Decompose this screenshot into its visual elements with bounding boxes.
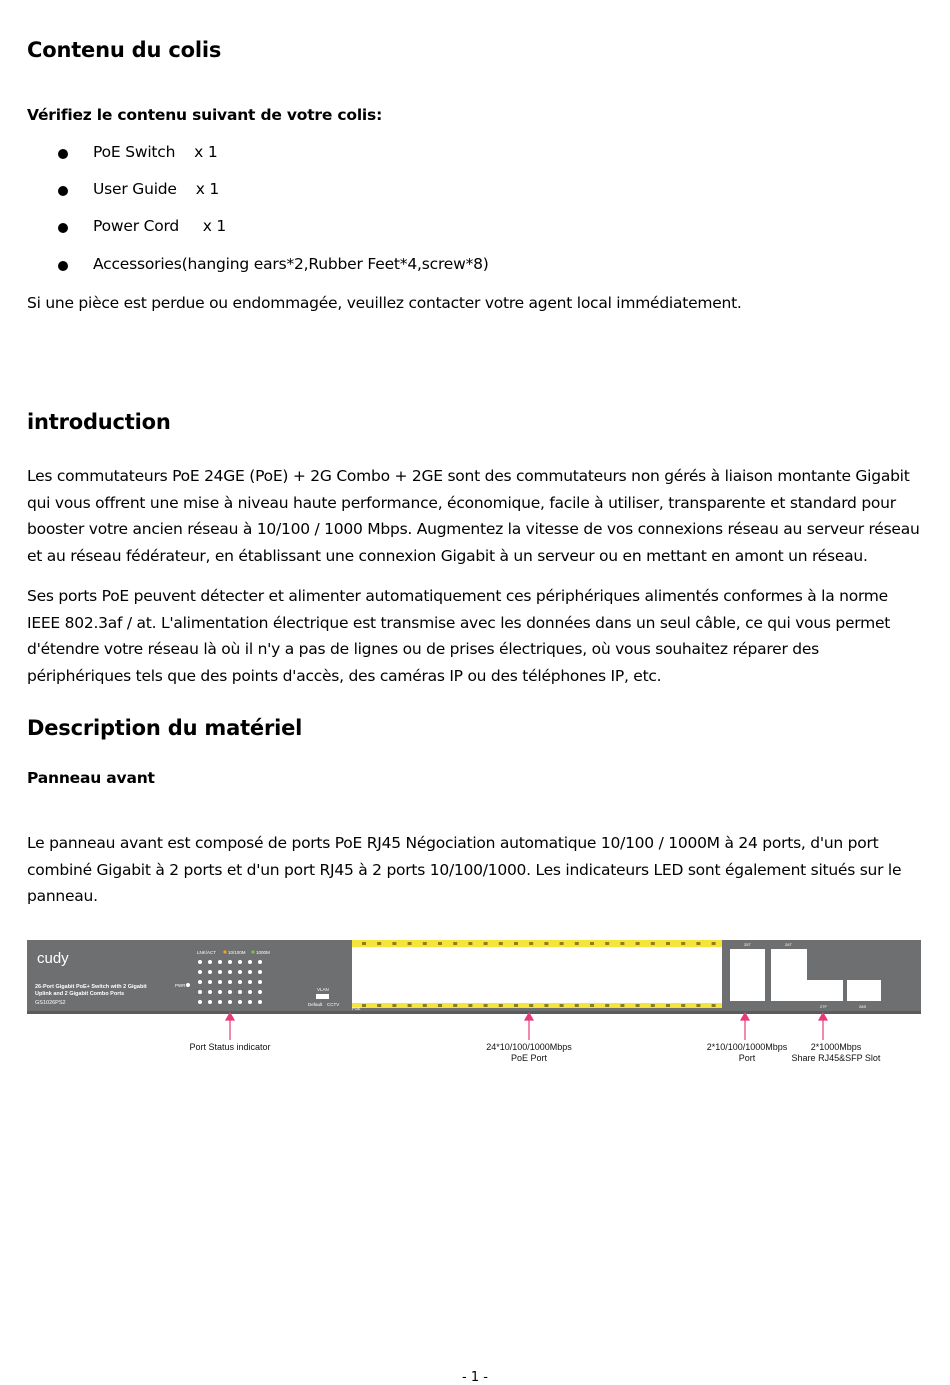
list-item: Power Cord x 1 (93, 217, 227, 235)
poe-port-marker (438, 1004, 442, 1007)
callout-combo-slot: 2*1000Mbps Share RJ45&SFP Slot (791, 1042, 881, 1063)
poe-port-marker (392, 942, 396, 945)
svg-text:Default: Default (308, 1002, 323, 1007)
poe-port-marker (468, 1004, 472, 1007)
poe-port-marker (712, 942, 716, 945)
svg-text:26-Port Gigabit PoE+ Switch wi: 26-Port Gigabit PoE+ Switch with 2 Gigabit (35, 984, 147, 990)
led-indicator (258, 1000, 262, 1004)
section-title-contents: Contenu du colis (27, 38, 222, 62)
poe-port-marker (392, 1004, 396, 1007)
poe-port-marker (484, 942, 488, 945)
poe-port-marker (544, 942, 548, 945)
led-indicator (258, 980, 262, 984)
rj45-port-25 (730, 949, 765, 1001)
poe-port-marker (696, 942, 700, 945)
led-indicator (208, 970, 212, 974)
svg-text:25T: 25T (744, 942, 751, 947)
poe-port-marker (514, 1004, 518, 1007)
led-indicator (218, 1000, 222, 1004)
poe-port-marker (575, 1004, 579, 1007)
led-indicator (198, 990, 202, 994)
poe-port-marker (438, 942, 442, 945)
poe-port-marker (423, 942, 427, 945)
bullet-dot (58, 261, 68, 271)
led-indicator (238, 960, 242, 964)
led-indicator (228, 990, 232, 994)
led-indicator (218, 980, 222, 984)
poe-port-marker (666, 1004, 670, 1007)
svg-text:LNK/ACT: LNK/ACT (197, 950, 217, 955)
poe-port-marker (377, 1004, 381, 1007)
led-indicator (228, 960, 232, 964)
svg-text:PWR: PWR (175, 983, 186, 988)
led-indicator (248, 960, 252, 964)
led-indicator (218, 970, 222, 974)
svg-text:Uplink and 2 Gigabit Combo Por: Uplink and 2 Gigabit Combo Ports (35, 991, 125, 997)
poe-port-marker (620, 942, 624, 945)
svg-text:PoE: PoE (352, 1006, 361, 1011)
led-indicator (228, 980, 232, 984)
poe-port-marker (651, 1004, 655, 1007)
poe-port-marker (499, 1004, 503, 1007)
callout-gigabit-port: 2*10/100/1000Mbps Port (706, 1042, 788, 1063)
poe-port-marker (423, 1004, 427, 1007)
list-item: PoE Switch x 1 (93, 143, 218, 161)
led-indicator (238, 1000, 242, 1004)
callout-poe-port: 24*10/100/1000Mbps PoE Port (486, 1042, 572, 1063)
svg-text:GS1026PS2: GS1026PS2 (35, 1000, 66, 1006)
svg-text:1000M: 1000M (256, 950, 270, 955)
led-indicator (248, 990, 252, 994)
poe-port-marker (605, 942, 609, 945)
led-indicator (198, 1000, 202, 1004)
poe-port-marker (666, 942, 670, 945)
poe-port-marker (453, 1004, 457, 1007)
led-indicator (198, 970, 202, 974)
poe-port-marker (377, 942, 381, 945)
poe-port-marker (529, 1004, 533, 1007)
poe-port-marker (408, 942, 412, 945)
bullet-dot (58, 149, 68, 159)
poe-port-marker (605, 1004, 609, 1007)
section-title-introduction: introduction (27, 410, 171, 434)
poe-port-marker (362, 942, 366, 945)
poe-port-marker (468, 942, 472, 945)
poe-port-marker (560, 942, 564, 945)
svg-text:26T: 26T (785, 942, 792, 947)
bullet-dot (58, 223, 68, 233)
poe-port-marker (681, 1004, 685, 1007)
callout-port-status: Port Status indicator (189, 1042, 271, 1052)
front-panel-paragraph: Le panneau avant est composé de ports PoE RJ45 Négociation automatique 10/100 / 1000M à 24 ports, d'un port combiné Gigabit à 2 ports et d'un port RJ45 à 2 ports 10/100/1000. Les indicateurs LED sont également situés sur le panneau. (27, 834, 902, 905)
poe-port-marker (590, 942, 594, 945)
led-indicator (228, 1000, 232, 1004)
poe-port-marker (712, 1004, 716, 1007)
contents-note: Si une pièce est perdue ou endommagée, veuillez contacter votre agent local immédiatement. (27, 294, 742, 312)
switch-front-panel (27, 940, 921, 1014)
led-indicator (238, 970, 242, 974)
led-indicator (258, 970, 262, 974)
svg-text:10/100M: 10/100M (228, 950, 246, 955)
page-number: - 1 - (462, 1370, 488, 1385)
poe-port-marker (544, 1004, 548, 1007)
poe-port-marker (696, 1004, 700, 1007)
poe-port-marker (681, 942, 685, 945)
combo-port-27 (807, 980, 843, 1001)
poe-port-marker (636, 1004, 640, 1007)
intro-paragraph-2: Ses ports PoE peuvent détecter et alimenter automatiquement ces périphériques alimentés conformes à la norme IEEE 802.3af / at. L'alimentation électrique est transmise avec les données dans un seul câble, ce qui vous permet d'étendre votre réseau là où il n'y a pas de lignes ou de prises électriques, où vous souhaitez réparer des périphériques tels que des points d'accès, des caméras IP ou des téléphones IP, etc. (27, 587, 891, 685)
contents-intro: Vérifiez le contenu suivant de votre colis: (27, 106, 383, 124)
led-indicator (218, 990, 222, 994)
poe-port-marker (636, 942, 640, 945)
led-indicator (248, 970, 252, 974)
led-indicator (228, 970, 232, 974)
led-indicator (208, 980, 212, 984)
brand-logo: cudy (37, 950, 69, 967)
led-indicator (258, 990, 262, 994)
poe-port-marker (620, 1004, 624, 1007)
bullet-dot (58, 186, 68, 196)
led-indicator (198, 960, 202, 964)
led-indicator (208, 960, 212, 964)
sfp-slot-28 (847, 980, 881, 1001)
svg-text:CCTV: CCTV (327, 1002, 340, 1007)
poe-port-marker (651, 942, 655, 945)
led-indicator (248, 980, 252, 984)
section-title-hardware: Description du matériel (27, 716, 303, 740)
poe-port-marker (514, 942, 518, 945)
poe-port-marker (362, 1004, 366, 1007)
list-item: Accessories(hanging ears*2,Rubber Feet*4,screw*8) (93, 255, 489, 273)
led-indicator (198, 980, 202, 984)
poe-port-marker (499, 942, 503, 945)
led-indicator (248, 1000, 252, 1004)
led-indicator (218, 960, 222, 964)
poe-port-marker (453, 942, 457, 945)
intro-paragraph-1: Les commutateurs PoE 24GE (PoE) + 2G Combo + 2GE sont des commutateurs non gérés à liaison montante Gigabit qui vous offrent une mise à niveau haute performance, économique, facile à utiliser, transparente et standard pour booster votre ancien réseau à 10/100 / 1000 Mbps. Augmentez la vitesse de vos connexions réseau au serveur réseau et au réseau fédérateur, en établissant une connexion Gigabit à un serveur ou en mettant en amont un réseau. (27, 467, 920, 565)
poe-port-marker (484, 1004, 488, 1007)
subtitle-front-panel: Panneau avant (27, 769, 155, 787)
led-indicator (238, 980, 242, 984)
poe-port-marker (560, 1004, 564, 1007)
rj45-port-26 (771, 949, 807, 1001)
svg-text:27F: 27F (820, 1004, 827, 1009)
poe-port-marker (590, 1004, 594, 1007)
list-item: User Guide x 1 (93, 180, 220, 198)
svg-text:VLAN: VLAN (317, 987, 329, 992)
led-indicator (258, 960, 262, 964)
led-indicator (208, 990, 212, 994)
led-indicator (208, 1000, 212, 1004)
poe-port-marker (575, 942, 579, 945)
led-indicator (238, 990, 242, 994)
poe-port-marker (408, 1004, 412, 1007)
poe-port-marker (529, 942, 533, 945)
svg-text:28S: 28S (859, 1004, 867, 1009)
